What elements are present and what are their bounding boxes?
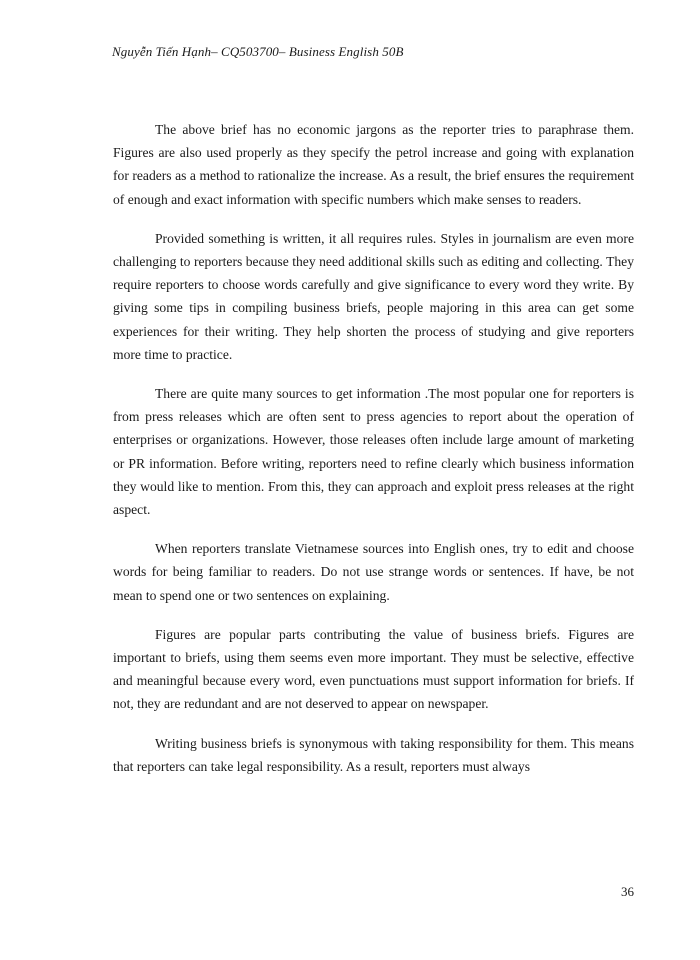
paragraph-3: There are quite many sources to get information .The most popular one for reporters is from press releases which are often sent to press agencies to report about the operation of enterprises or organizations. However, those releases often include large amount of marketing or PR information. Before writing, reporters need to refine clearly which business information they would like to mention. From this, they can approach and exploit press releases at the right aspect.	[113, 386, 634, 518]
paragraph-2: Provided something is written, it all requires rules. Styles in journalism are even more challenging to reporters because they need additional skills such as editing and collecting. They require reporters to choose words carefully and give significance to every word they write. By giving some tips in compiling business briefs, people majoring in this area can get some experiences for their writing. They help shorten the process of studying and give reporters more time to practice.	[113, 230, 634, 362]
paragraph-1: The above brief has no economic jargons as the reporter tries to paraphrase them. Figures are also used properly as they specify the petrol increase and going with explanation for readers as a method to rationalize the increase. As a result, the brief ensures the requirement of enough and exact information with specific numbers which make senses to readers.	[113, 122, 634, 207]
page-number: 36	[621, 884, 634, 899]
paragraph-4: When reporters translate Vietnamese sources into English ones, try to edit and choose words for being familiar to readers. Do not use strange words or sentences. If have, be not mean to spend one or two sentences on explaining.	[113, 541, 634, 603]
body-text	[113, 118, 634, 794]
paragraph-5: Figures are popular parts contributing the value of business briefs. Figures are important to briefs, using them seems even more important. They must be selective, effective and meaningful because every word, even punctuations must support information for briefs. If not, they are redundant and are not deserved to appear on newspaper.	[113, 626, 634, 712]
running-header: Nguyễn Tiến Hạnh– CQ503700– Business English 50B	[112, 44, 404, 59]
paragraph-6: Writing business briefs is synonymous with taking responsibility for them. This means that reporters can take legal responsibility. As a result, reporters must always	[113, 735, 634, 774]
